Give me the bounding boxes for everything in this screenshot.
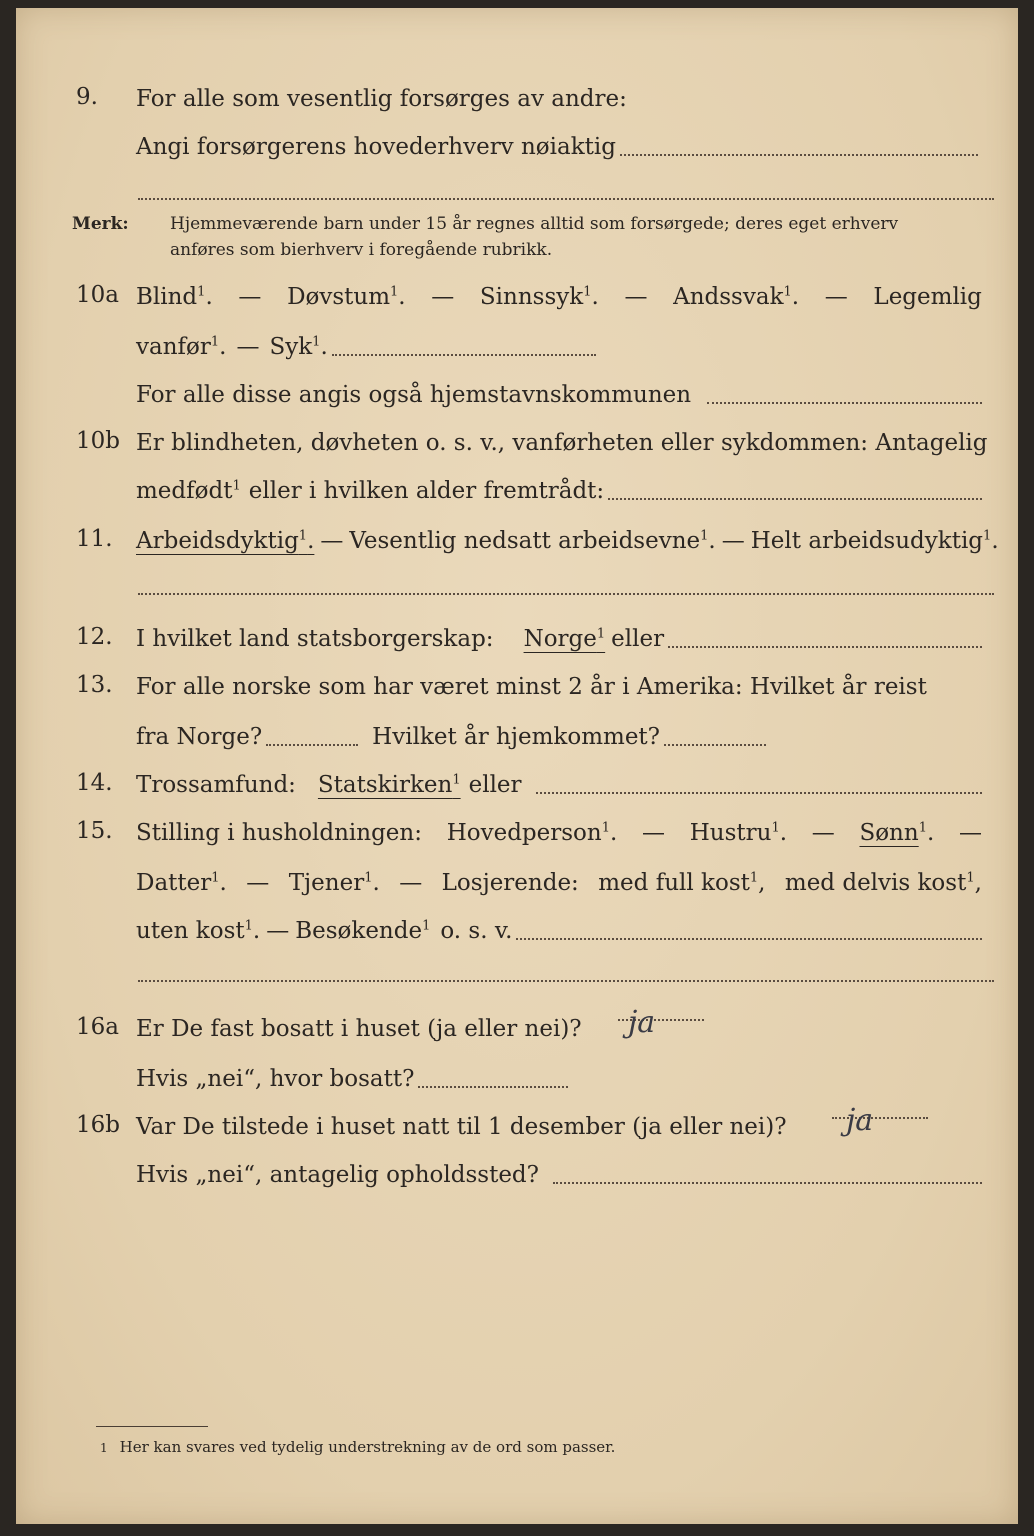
separator: —: [246, 870, 270, 896]
q16b-where-label: Hvis „nei“, antagelig opholdssted?: [136, 1162, 539, 1188]
option-legemlig[interactable]: Legemlig: [873, 284, 982, 310]
separator: —: [721, 528, 745, 554]
census-form-page: [16, 8, 1018, 1524]
option-syk[interactable]: Syk$^1$.: [269, 334, 328, 360]
option-dovstum[interactable]: Døvstum$^1$.: [287, 284, 406, 310]
q9-line2: [136, 132, 978, 162]
q15-osv: o. s. v.: [440, 918, 513, 944]
q16a-handwritten-answer: ja: [628, 1005, 656, 1040]
q15-line1: [136, 818, 982, 848]
q10b-age-label: eller i hvilken alder fremtrådt:: [248, 478, 605, 504]
q16b-handwritten-answer: ja: [846, 1103, 874, 1138]
separator: —: [399, 870, 423, 896]
option-sonn[interactable]: Sønn$^1$.: [859, 820, 935, 846]
q9-number: 9.: [76, 84, 98, 110]
q16a-line1: [136, 1014, 582, 1044]
q13-departure-line[interactable]: [266, 744, 358, 746]
q14-answer-line[interactable]: [536, 792, 982, 794]
footnote: [100, 1432, 615, 1463]
q9-line1: [136, 84, 996, 114]
separator: —: [824, 284, 848, 310]
q13-departure-label: fra Norge?: [136, 724, 263, 750]
q10b-answer-line[interactable]: [608, 498, 982, 500]
q10a-line3: [136, 380, 982, 410]
separator: —: [642, 820, 666, 846]
q16b-where-line[interactable]: [553, 1182, 982, 1184]
option-hustru[interactable]: Hustru$^1$.: [689, 820, 788, 846]
merk-note-line2: [170, 238, 552, 262]
q16a-where-label: Hvis „nei“, hvor bosatt?: [136, 1066, 415, 1092]
q13-line1: [136, 672, 996, 702]
separator: —: [811, 820, 835, 846]
q15-number: 15.: [76, 818, 113, 844]
option-andssvak[interactable]: Andssvak$^1$.: [673, 284, 800, 310]
q10a-line1: [136, 282, 982, 312]
q14-eller: eller: [468, 772, 522, 798]
separator: —: [624, 284, 648, 310]
q15-losjerende: Losjerende:: [441, 870, 579, 896]
separator: —: [266, 918, 290, 944]
q15-extra-answer-line[interactable]: [138, 980, 994, 982]
q11-answer-line[interactable]: [138, 593, 994, 595]
q10b-line1: [136, 428, 996, 458]
option-besokende[interactable]: Besøkende$^1$: [295, 918, 431, 944]
q14-line: [136, 770, 982, 800]
q11-number: 11.: [76, 526, 113, 552]
q16b-answer-field[interactable]: [828, 1117, 928, 1125]
q12-question: I hvilket land statsborgerskap:: [136, 626, 494, 652]
separator: —: [958, 820, 982, 846]
q9-question: For alle som vesentlig forsørges av andre:: [136, 86, 627, 112]
option-datter[interactable]: Datter$^1$.: [136, 870, 227, 896]
q15-answer-line[interactable]: [516, 938, 982, 940]
separator: —: [236, 334, 260, 360]
q13-line2: [136, 722, 766, 752]
q16a-number: 16a: [76, 1014, 119, 1040]
merk-label: Merk:: [72, 214, 129, 234]
merk-note-line1: [170, 212, 980, 236]
q9-provider-occupation-label: Angi forsørgerens hovederhverv nøiaktig: [136, 134, 616, 160]
option-sinnssyk[interactable]: Sinnssyk$^1$.: [479, 284, 599, 310]
option-norge[interactable]: Norge$^1$: [523, 626, 606, 652]
separator: —: [320, 528, 344, 554]
q13-number: 13.: [76, 672, 113, 698]
separator: —: [238, 284, 262, 310]
option-medfodt[interactable]: medfødt$^1$: [136, 478, 241, 504]
q16b-question: Var De tilstede i huset natt til 1 desember (ja eller nei)?: [136, 1114, 787, 1140]
q12-line: [136, 624, 982, 654]
footnote-rule: [96, 1426, 208, 1427]
merk-text-2: anføres som bierhverv i foregående rubrikk.: [170, 240, 553, 260]
option-tjener[interactable]: Tjener$^1$.: [288, 870, 380, 896]
option-full-kost[interactable]: med full kost$^1$,: [598, 870, 766, 896]
q16a-question: Er De fast bosatt i huset (ja eller nei)?: [136, 1016, 582, 1042]
q16b-line2: [136, 1160, 982, 1190]
merk-label-row: [72, 212, 129, 236]
q16b-line1: [136, 1112, 787, 1142]
option-delvis-kost[interactable]: med delvis kost$^1$,: [784, 870, 982, 896]
option-nedsatt[interactable]: Vesentlig nedsatt arbeidsevne$^1$.: [349, 528, 716, 554]
q10b-number: 10b: [76, 428, 120, 454]
separator: —: [431, 284, 455, 310]
q12-number: 12.: [76, 624, 113, 650]
q12-answer-line[interactable]: [668, 646, 982, 648]
option-udyktig[interactable]: Helt arbeidsudyktig$^1$.: [750, 528, 999, 554]
footnote-text: Her kan svares ved tydelig understrekning av de ord som passer.: [119, 1438, 616, 1456]
option-uten-kost[interactable]: uten kost$^1$.: [136, 918, 261, 944]
option-arbeidsdyktig[interactable]: Arbeidsdyktig$^1$.: [136, 528, 315, 554]
home-municipality-label: For alle disse angis også hjemstavnskommunen: [136, 382, 692, 408]
q9-extra-answer-line[interactable]: [138, 198, 994, 200]
q15-question: Stilling i husholdningen:: [136, 820, 422, 846]
home-municipality-line[interactable]: [707, 402, 982, 404]
option-blind[interactable]: Blind$^1$.: [136, 284, 213, 310]
q13-return-label: Hvilket år hjemkommet?: [372, 724, 661, 750]
q10a-number: 10a: [76, 282, 119, 308]
q14-question: Trossamfund:: [136, 772, 296, 798]
q15-line2: [136, 868, 982, 898]
q13-question: For alle norske som har været minst 2 år i Amerika: Hvilket år reist: [136, 674, 927, 700]
q10b-line2: [136, 476, 982, 506]
merk-text-1: Hjemmeværende barn under 15 år regnes alltid som forsørgede; deres eget erhverv: [170, 214, 899, 234]
q10b-question: Er blindheten, døvheten o. s. v., vanførheten eller sykdommen: Antagelig: [136, 430, 988, 456]
footnote-mark: 1: [100, 1441, 108, 1455]
q13-return-line[interactable]: [664, 744, 766, 746]
q16a-where-line[interactable]: [418, 1086, 568, 1088]
q11-line: [136, 526, 999, 556]
q14-number: 14.: [76, 770, 113, 796]
q10a-answer-line[interactable]: [332, 354, 596, 356]
q15-line3: [136, 916, 982, 946]
q9-answer-line[interactable]: [620, 154, 978, 156]
q16b-number: 16b: [76, 1112, 120, 1138]
q12-eller: eller: [611, 626, 665, 652]
option-vanfor[interactable]: vanfør$^1$.: [136, 334, 227, 360]
q10a-line2: [136, 332, 596, 362]
q16a-line2: [136, 1064, 568, 1094]
option-hovedperson[interactable]: Hovedperson$^1$.: [446, 820, 618, 846]
option-statskirken[interactable]: Statskirken$^1$: [317, 772, 461, 798]
